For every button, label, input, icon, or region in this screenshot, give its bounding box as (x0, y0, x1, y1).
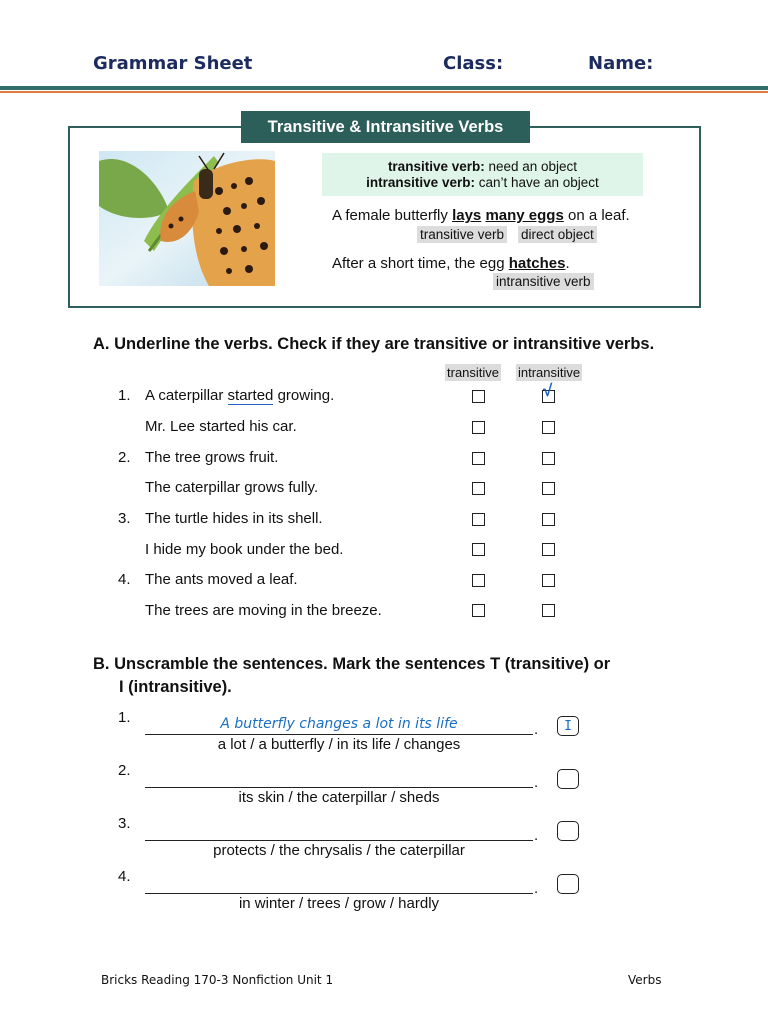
checkbox-transitive[interactable] (472, 482, 485, 495)
col-transitive: transitive (447, 365, 500, 380)
mark-box[interactable] (557, 874, 579, 894)
checkbox-intransitive[interactable] (542, 452, 555, 465)
definitions-box (322, 153, 643, 196)
list-item: I hide my book under the bed. (145, 541, 344, 558)
intro-title: Transitive & Intransitive Verbs (241, 111, 530, 143)
checkbox-transitive[interactable] (472, 513, 485, 526)
answer-line[interactable] (145, 840, 533, 841)
scrambled-words: in winter / trees / grow / hardly (238, 895, 440, 912)
checkbox-transitive[interactable] (472, 452, 485, 465)
list-item: The turtle hides in its shell. (145, 510, 323, 527)
checkbox-intransitive[interactable] (542, 513, 555, 526)
checkbox-transitive[interactable] (472, 574, 485, 587)
checkbox-transitive[interactable] (472, 421, 485, 434)
mark-box[interactable] (557, 769, 579, 789)
checkbox-intransitive[interactable] (542, 543, 555, 556)
class-label: Class: (443, 53, 504, 74)
checkbox-intransitive[interactable] (542, 604, 555, 617)
example-sentence-1 (332, 207, 630, 224)
period: . (534, 827, 539, 844)
header-rule-orange (0, 91, 768, 93)
footer-left: Bricks Reading 170-3 Nonfiction Unit 1 (101, 973, 334, 987)
checkbox-intransitive[interactable] (542, 421, 555, 434)
answer-line[interactable] (145, 893, 533, 894)
period: . (534, 880, 539, 897)
list-item: The ants moved a leaf. (145, 571, 298, 588)
checkbox-transitive[interactable] (472, 604, 485, 617)
tag-intransitive-verb: intransitive verb (493, 273, 594, 290)
section-b-heading-line1: B. Unscramble the sentences. Mark the sentences T (transitive) or (93, 655, 611, 673)
item-number: 1. (118, 387, 131, 404)
item-number: 3. (118, 815, 131, 832)
check-mark: √ (543, 381, 553, 400)
period: . (534, 721, 539, 738)
mark-letter: I (564, 718, 572, 734)
checkbox-intransitive[interactable] (542, 482, 555, 495)
list-item (145, 387, 334, 404)
item-number: 1. (118, 709, 131, 726)
def-intransitive-term: intransitive verb: (366, 175, 475, 190)
item-number: 4. (118, 571, 131, 588)
checkbox-transitive[interactable] (472, 390, 485, 403)
name-label: Name: (588, 53, 654, 74)
section-a-heading: A. Underline the verbs. Check if they are transitive or intransitive verbs. (93, 335, 655, 353)
footer-right: Verbs (628, 973, 662, 987)
answer-line (145, 734, 533, 735)
list-item: Mr. Lee started his car. (145, 418, 297, 435)
underlined-verb: started (227, 387, 274, 404)
item-number: 2. (118, 449, 131, 466)
item-number: 4. (118, 868, 131, 885)
def-transitive-text: need an object (484, 159, 578, 174)
period: . (534, 774, 539, 791)
answer-line[interactable] (145, 787, 533, 788)
answer-text[interactable]: A butterfly changes a lot in its life (220, 716, 458, 732)
page-title: Grammar Sheet (93, 53, 253, 74)
example1-verb: lays (452, 207, 482, 224)
example2-verb: hatches (508, 255, 566, 272)
checkbox-intransitive[interactable] (542, 574, 555, 587)
mark-box[interactable] (557, 821, 579, 841)
tag-transitive-verb: transitive verb (417, 226, 507, 243)
example1-object: many eggs (485, 207, 564, 224)
tag-direct-object: direct object (518, 226, 597, 243)
example2-pre: After a short time, the egg (332, 255, 509, 272)
item-text-pre: A caterpillar (145, 387, 228, 404)
item-text-post: growing. (273, 387, 335, 404)
butterfly-photo (99, 151, 275, 286)
col-intransitive: intransitive (518, 365, 581, 380)
mark-box[interactable] (557, 716, 579, 736)
list-item: The caterpillar grows fully. (145, 479, 319, 496)
item-number: 3. (118, 510, 131, 527)
header-rule-teal (0, 86, 768, 90)
example-sentence-2 (332, 255, 570, 272)
checkbox-transitive[interactable] (472, 543, 485, 556)
example1-post: on a leaf. (563, 207, 630, 224)
list-item: The trees are moving in the breeze. (145, 602, 382, 619)
def-transitive-term: transitive verb: (387, 159, 485, 174)
scrambled-words: its skin / the caterpillar / sheds (238, 789, 440, 806)
item-number: 2. (118, 762, 131, 779)
example2-post: . (565, 255, 570, 272)
section-b-heading-line2: I (intransitive). (119, 678, 232, 696)
def-intransitive-text: can’t have an object (474, 175, 599, 190)
example1-pre: A female butterfly (332, 207, 453, 224)
list-item: The tree grows fruit. (145, 449, 279, 466)
scrambled-words: protects / the chrysalis / the caterpillar (213, 842, 465, 859)
scrambled-words: a lot / a butterfly / in its life / changes (217, 736, 461, 753)
